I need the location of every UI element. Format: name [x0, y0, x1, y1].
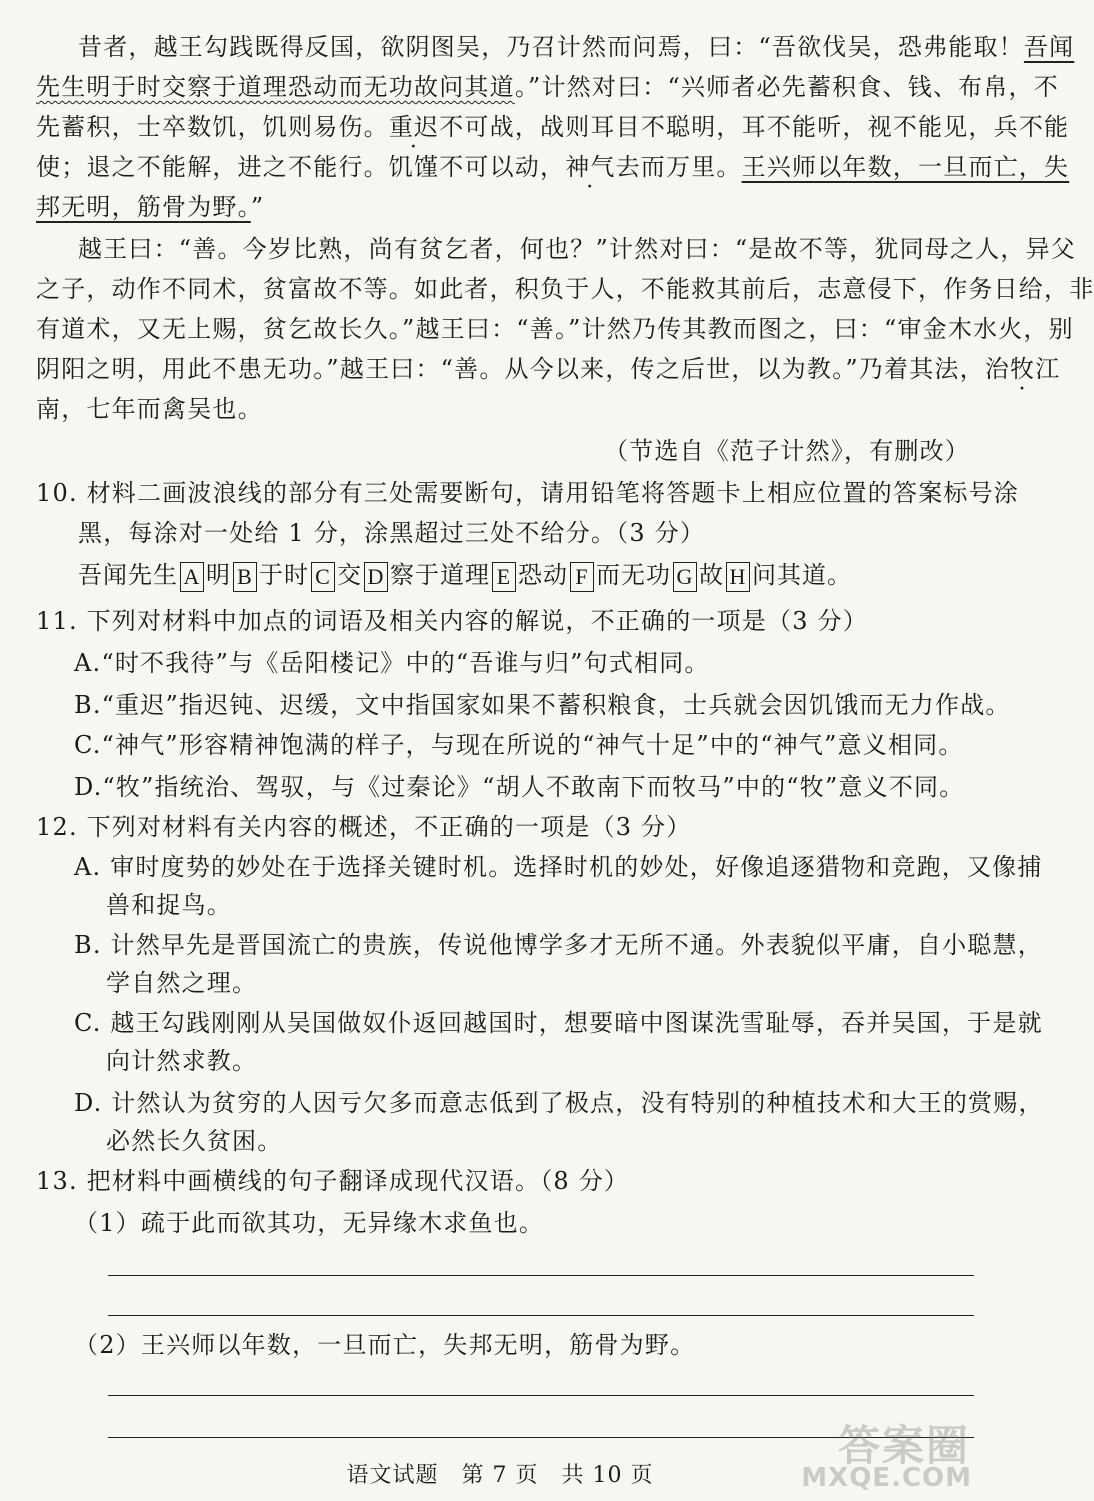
question-12-option-c-cont: 向计然求教。 [106, 1047, 258, 1075]
question-12-option-d-cont: 必然长久贫困。 [106, 1127, 283, 1155]
passage-line: 有道术，又无上赐，贫乞故长久。”越王曰：“善。”计然乃传其教而图之，曰：“审金木水火，别 [36, 315, 1074, 343]
passage-line [36, 352, 1060, 386]
question-13-stem: 13. 把材料中画横线的句子翻译成现代汉语。（8 分） [36, 1167, 630, 1195]
break-option-box[interactable]: C [311, 562, 335, 592]
break-option-box[interactable]: H [726, 562, 750, 592]
question-11-stem: 11. 下列对材料中加点的词语及相关内容的解说，不正确的一项是（3 分） [36, 607, 868, 635]
question-12-stem: 12. 下列对材料有关内容的概述，不正确的一项是（3 分） [36, 813, 692, 841]
dotted-word: 重迟 [388, 113, 440, 141]
question-10-sentence [78, 558, 852, 592]
sentence-segment: 恐动 [518, 561, 568, 589]
question-11-option-c: C.“神气”形容精神饱满的样子，与现在所说的“神气十足”中的“神气”意义相同。 [74, 731, 964, 759]
passage-line [36, 190, 264, 224]
question-11-option-d: D.“牧”指统治、驾驭，与《过秦论》“胡人不敢南下而牧马”中的“牧”意义不同。 [74, 773, 965, 801]
passage-text: 江 [1035, 355, 1061, 383]
sentence-segment: 明 [206, 561, 231, 589]
passage-line: 之子，动作不同术，贫富故不等。如此者，积负于人，不能救其前后，志意侵下，作务日给，非 [36, 275, 1094, 303]
break-option-box[interactable]: D [364, 562, 388, 592]
dotted-word: 神气 [565, 153, 616, 181]
wavy-underlined-text: 先生明于时交察于道理恐动而无功故问其道 [36, 73, 515, 101]
break-option-box[interactable]: E [492, 562, 516, 592]
source-citation: （节选自《范子计然》，有删改） [604, 437, 970, 465]
passage-text: 去而万里。 [615, 153, 742, 181]
question-11-option-b: B.“重迟”指迟钝、迟缓，文中指国家如果不蓄积粮食，士兵就会因饥饿而无力作战。 [74, 691, 1011, 719]
answer-line[interactable] [108, 1315, 974, 1316]
dotted-word: 牧 [1010, 355, 1036, 383]
underlined-sentence: 王兴师以年数，一旦而亡，失 [741, 153, 1070, 181]
question-12-option-a: A. 审时度势的妙处在于选择关键时机。选择时机的妙处，好像追逐猎物和竞跑，又像捕 [74, 853, 1043, 881]
passage-line: 南，七年而禽吴也。 [36, 395, 263, 423]
sentence-segment: 问其道。 [752, 561, 852, 589]
question-10-stem: 黑，每涂对一处给 1 分，涂黑超过三处不给分。（3 分） [78, 519, 706, 547]
sentence-segment: 吾闻先生 [78, 561, 178, 589]
answer-line[interactable] [108, 1275, 974, 1276]
passage-text: 使；退之不能解，进之不能行。饥馑不可以动， [36, 153, 566, 181]
passage-line [78, 30, 1074, 64]
break-option-box[interactable]: G [673, 562, 697, 592]
break-option-box[interactable]: A [180, 562, 204, 592]
underlined-sentence: 邦无明，筋骨为野。 [36, 193, 251, 221]
passage-text: ” [250, 193, 265, 221]
question-13-sentence-2: （2）王兴师以年数，一旦而亡，失邦无明，筋骨为野。 [74, 1331, 696, 1359]
passage-line [36, 110, 1069, 144]
passage-line: 越王曰：“善。今岁比熟，尚有贫乞者，何也？”计然对曰：“是故不等，犹同母之人，异父 [78, 235, 1077, 263]
sentence-segment: 而无功 [596, 561, 671, 589]
passage-text: 不可战，战则耳目不聪明，耳不能听，视不能见，兵不能 [439, 113, 1070, 141]
question-10-stem: 10. 材料二画波浪线的部分有三处需要断句，请用铅笔将答题卡上相应位置的答案标号涂 [36, 479, 1019, 507]
passage-text: 先蓄积，士卒数饥，饥则易伤。 [36, 113, 389, 141]
question-13-sentence-1: （1）疏于此而欲其功，无异缘木求鱼也。 [74, 1209, 545, 1237]
sentence-segment: 交 [337, 561, 362, 589]
watermark-url: MXQE.COM [801, 1463, 972, 1493]
question-12-option-c: C. 越王勾践刚刚从吴国做奴仆返回越国时，想要暗中图谋洗雪耻辱，吞并吴国，于是就 [74, 1009, 1043, 1037]
sentence-segment: 察于道理 [390, 561, 490, 589]
question-12-option-a-cont: 兽和捉鸟。 [106, 891, 232, 919]
question-11-option-a: A.“时不我待”与《岳阳楼记》中的“吾谁与归”句式相同。 [74, 649, 710, 677]
watermark-logo [801, 1413, 978, 1493]
passage-text: 昔者，越王勾践既得反国，欲阴图吴，乃召计然而问焉，曰：“吾欲伐吴，恐弗能取！ [78, 33, 1024, 61]
break-option-box[interactable]: F [570, 562, 594, 592]
passage-text: 。”计然对曰：“兴师者必先蓄积食、钱、布帛，不 [514, 73, 1059, 101]
underlined-sentence: 吾闻 [1023, 33, 1075, 61]
sentence-segment: 于时 [259, 561, 309, 589]
sentence-segment: 故 [699, 561, 724, 589]
answer-line[interactable] [108, 1395, 974, 1396]
break-option-box[interactable]: B [233, 562, 257, 592]
passage-text: 阴阳之明，用此不患无功。”越王曰：“善。从今以来，传之后世，以为教。”乃着其法，治 [36, 355, 1011, 383]
passage-line [36, 150, 1069, 184]
passage-line [36, 70, 1059, 104]
question-12-option-b: B. 计然早先是晋国流亡的贵族，传说他博学多才无所不通。外表貌似平庸，自小聪慧， [74, 931, 1043, 959]
watermark-text: 答案圈 [837, 1421, 970, 1470]
question-12-option-b-cont: 学自然之理。 [106, 969, 258, 997]
page-footer: 语文试题 第 7 页 共 10 页 [346, 1463, 654, 1488]
question-12-option-d: D. 计然认为贫穷的人因亏欠多而意志低到了极点，没有特别的种植技术和大王的赏赐， [74, 1089, 1044, 1117]
